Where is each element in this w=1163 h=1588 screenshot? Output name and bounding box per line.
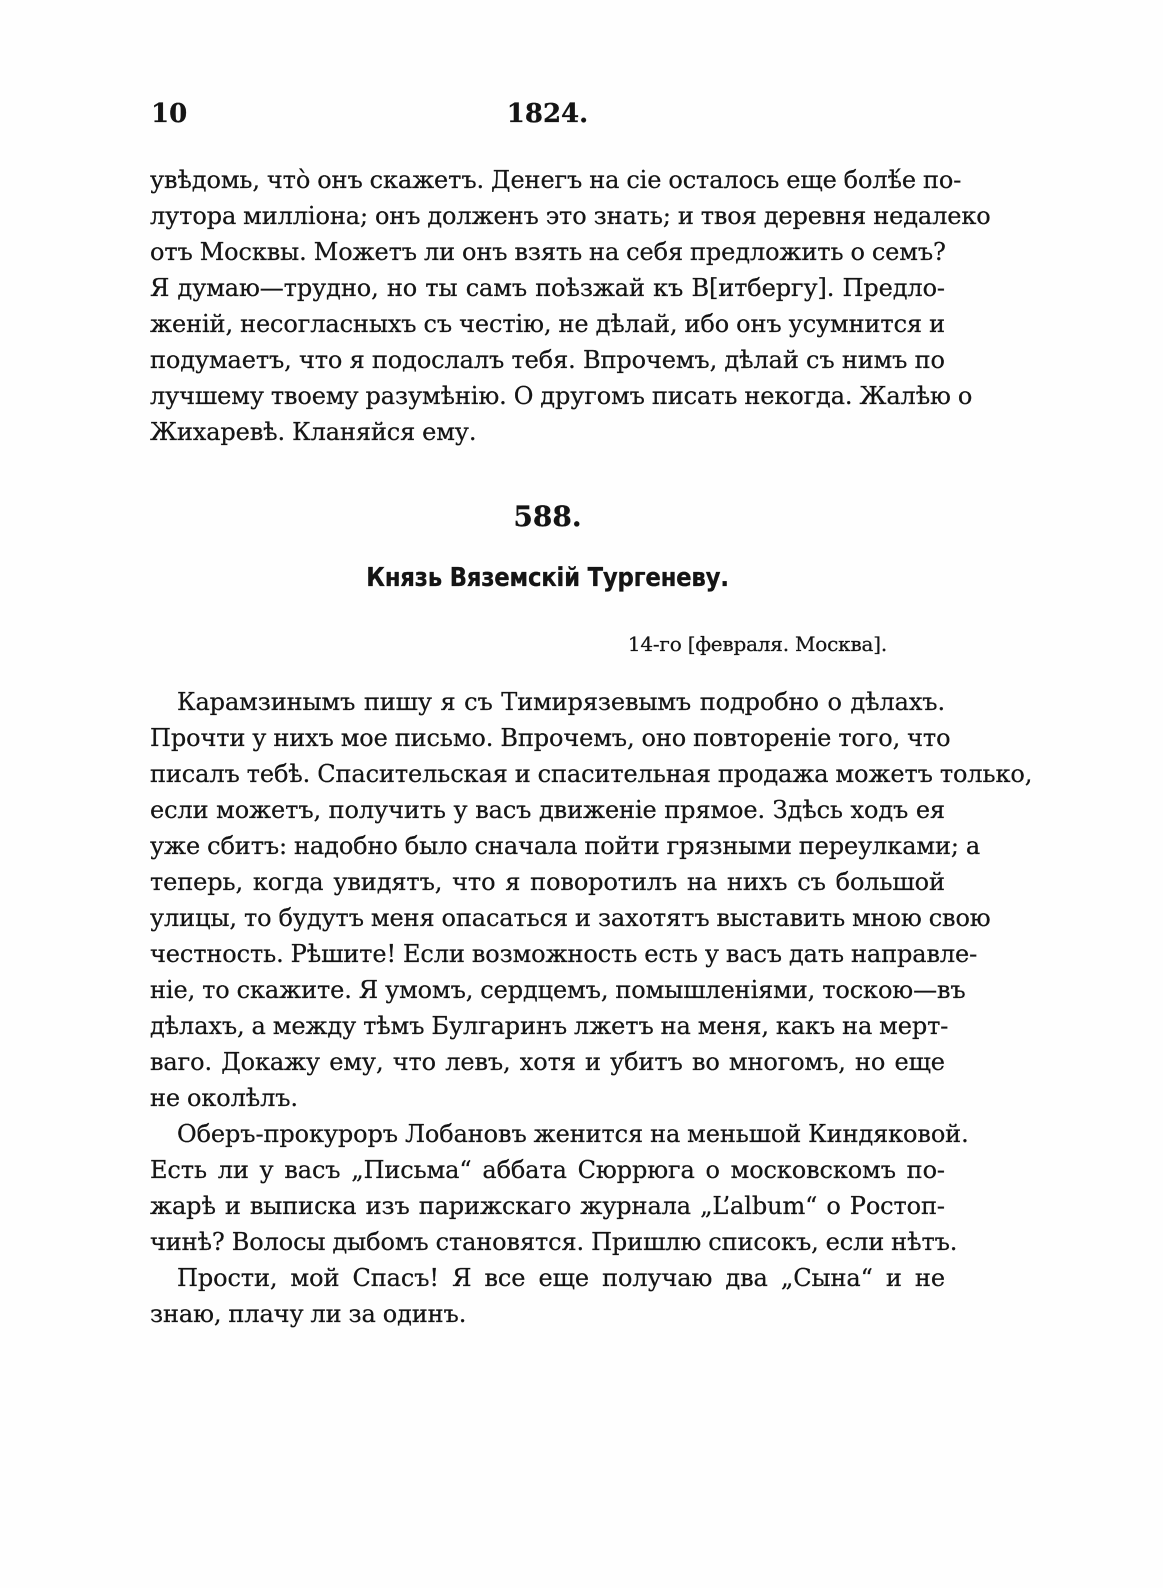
word: не [558, 310, 589, 338]
word: у [252, 724, 267, 752]
word: парижскаго [418, 1192, 572, 1220]
word: увѣдомь, [150, 166, 260, 194]
letter-587-continuation-paragraph [150, 162, 991, 450]
word: разумѣнію. [365, 382, 507, 410]
word: то [243, 904, 272, 932]
word: большой [835, 868, 945, 896]
text-line [150, 828, 981, 864]
text-line [150, 720, 951, 756]
word: Я [452, 1264, 472, 1292]
word: многомъ, [728, 1048, 846, 1076]
word: на [589, 238, 620, 266]
word: Впрочемъ, [582, 346, 718, 374]
word: васъ [475, 796, 532, 824]
text-line [150, 1296, 945, 1332]
word: несогласныхъ [240, 310, 417, 338]
word: два [725, 1264, 768, 1292]
text-line [150, 1116, 969, 1152]
word: было [404, 832, 468, 860]
word: Жалѣю [859, 382, 951, 410]
word: болѣ́е [843, 166, 916, 194]
word: околѣлъ. [187, 1084, 298, 1112]
page-number: 10 [151, 99, 188, 129]
word: онъ [736, 310, 782, 338]
word: Спасительская [317, 760, 508, 788]
text-line [150, 936, 978, 972]
word: Докажу [221, 1048, 321, 1076]
word: что [392, 1048, 436, 1076]
word: опасаться [441, 904, 569, 932]
text-line [150, 342, 945, 378]
letter-588-paragraph-1 [150, 684, 1033, 1116]
word: знать; [593, 202, 671, 230]
word: на [650, 1120, 681, 1148]
word: я [505, 868, 521, 896]
word: и [514, 760, 531, 788]
word: уже [150, 832, 201, 860]
word: недалеко [873, 202, 991, 230]
word: нѣтъ. [891, 1228, 958, 1256]
word: съ [464, 688, 493, 716]
word: мерт- [879, 1012, 949, 1040]
word: васъ [725, 940, 782, 968]
word: тебя. [511, 346, 576, 374]
word: скажите. [236, 976, 352, 1004]
word: другомъ [540, 382, 645, 410]
word: знаю, [150, 1300, 222, 1328]
word: лутора [150, 202, 237, 230]
word: некогда. [744, 382, 853, 410]
word: то [202, 976, 230, 1004]
word: но [855, 1048, 886, 1076]
word: надобно [294, 832, 398, 860]
word: на [589, 166, 620, 194]
word: тѣмъ [363, 1012, 425, 1040]
word: меня, [697, 1012, 769, 1040]
text-line [150, 1044, 945, 1080]
word: о [705, 1156, 720, 1184]
word: ему. [422, 418, 477, 446]
word: грязными [666, 832, 792, 860]
word: не [150, 1084, 180, 1112]
word: Тимирязевымъ [501, 688, 692, 716]
word: лучшему [150, 382, 264, 410]
word: между [272, 1012, 357, 1040]
word: долженъ [427, 202, 539, 230]
word: Булгаринъ [431, 1012, 568, 1040]
text-line [150, 198, 991, 234]
word: и [575, 904, 591, 932]
text-line [150, 1152, 945, 1188]
word: нимъ [841, 346, 908, 374]
word: честію, [459, 310, 552, 338]
word: продажа [717, 760, 829, 788]
word: милліона; [243, 202, 368, 230]
word: только, [939, 760, 1033, 788]
word: В[итбергу]. [691, 274, 835, 302]
word: Спасъ! [352, 1264, 439, 1292]
text-line [150, 378, 973, 414]
word: изъ [365, 1192, 410, 1220]
word: оно [641, 724, 687, 752]
word: мною [852, 904, 922, 932]
word: переулками; [798, 832, 959, 860]
text-line [150, 162, 962, 198]
word: Прости, [177, 1264, 278, 1292]
word: захотятъ [597, 904, 710, 932]
text-line [150, 270, 945, 306]
word: Пришлю [591, 1228, 702, 1256]
word: меня [370, 904, 435, 932]
word: это [545, 202, 587, 230]
word: ли [310, 1300, 342, 1328]
word: спасительная [537, 760, 711, 788]
word: ибо [684, 310, 730, 338]
word: московскомъ [730, 1156, 896, 1184]
word: по- [906, 1156, 945, 1184]
word: Я [150, 274, 170, 302]
word: направле- [851, 940, 978, 968]
text-line [150, 684, 945, 720]
word: хотя [519, 1048, 576, 1076]
word: ея [915, 796, 945, 824]
word: мое [340, 724, 388, 752]
word: выставить [716, 904, 846, 932]
word: Жихаревѣ. [150, 418, 286, 446]
word: жарѣ [150, 1192, 216, 1220]
word: у [453, 796, 468, 824]
word: а [251, 1012, 266, 1040]
word: не [914, 1264, 945, 1292]
word: будутъ [278, 904, 364, 932]
word: съ [797, 868, 826, 896]
word: женій, [150, 310, 233, 338]
word: а [965, 832, 981, 860]
word: можетъ, [216, 796, 322, 824]
word: дѣлай [724, 346, 799, 374]
word: пойти [584, 832, 660, 860]
word: усумнится [788, 310, 922, 338]
word: по [914, 346, 945, 374]
word: подробно [699, 688, 819, 716]
text-line [150, 1224, 958, 1260]
word: что̀ [266, 166, 311, 194]
word: получить [328, 796, 446, 824]
text-line [150, 792, 945, 828]
word: пишу [363, 688, 432, 716]
word: подослалъ [371, 346, 505, 374]
word: предложить [690, 238, 844, 266]
word: самъ [465, 274, 527, 302]
word: подумаетъ, [150, 346, 292, 374]
word: получаю [602, 1264, 713, 1292]
word: ніе, [150, 976, 196, 1004]
word: семъ? [871, 238, 946, 266]
word: сбитъ: [207, 832, 288, 860]
word: Карамзинымъ [177, 688, 356, 716]
word: свою [928, 904, 991, 932]
word: если [825, 1228, 885, 1256]
word: умомъ, [385, 976, 474, 1004]
word: дыбомъ [332, 1228, 429, 1256]
word: за [348, 1300, 376, 1328]
word: съ [423, 310, 453, 338]
word: становятся. [435, 1228, 585, 1256]
word: нихъ [726, 868, 788, 896]
word: списокъ, [708, 1228, 819, 1256]
word: о [827, 688, 842, 716]
text-line [150, 234, 945, 270]
word: Сюррюга [577, 1156, 695, 1184]
word: Волосы [231, 1228, 326, 1256]
word: еще [894, 1048, 945, 1076]
word: чинѣ? [150, 1228, 225, 1256]
word: и [585, 1048, 601, 1076]
word: съ [806, 346, 835, 374]
word: ходъ [850, 796, 909, 824]
word: ему, [329, 1048, 384, 1076]
word: убитъ [610, 1048, 683, 1076]
word: левъ, [445, 1048, 511, 1076]
word: но [386, 274, 418, 302]
word: онъ [317, 166, 363, 194]
word: еще [786, 166, 837, 194]
word: на [687, 868, 718, 896]
word: возможность [471, 940, 638, 968]
word: Здѣсь [772, 796, 843, 824]
word: васъ [284, 1156, 341, 1184]
word: теперь, [150, 868, 244, 896]
text-line [150, 1080, 945, 1116]
letter-588-paragraph-3 [150, 1260, 945, 1332]
word: есть [644, 940, 698, 968]
word: Кланяйся [292, 418, 416, 446]
word: Есть [150, 1156, 207, 1184]
text-line [150, 972, 966, 1008]
word: Киндяковой. [808, 1120, 969, 1148]
word: что [298, 346, 343, 374]
word: честность. [150, 940, 284, 968]
word: О [513, 382, 534, 410]
word: я [440, 688, 456, 716]
text-line [150, 900, 991, 936]
word: помышленіями, [615, 976, 816, 1004]
word: Прочти [150, 724, 246, 752]
word: твоя [700, 202, 757, 230]
word: о [826, 1192, 841, 1220]
word: дѣлай, [595, 310, 678, 338]
word: выписка [249, 1192, 357, 1220]
word: себя [626, 238, 683, 266]
letter-number-heading: 588. [513, 500, 582, 533]
word: улицы, [150, 904, 237, 932]
word: можетъ [835, 760, 933, 788]
word: „L’album“ [700, 1192, 818, 1220]
word: все [484, 1264, 526, 1292]
word: тоскою—въ [822, 976, 966, 1004]
word: сіе [626, 166, 662, 194]
text-line [150, 414, 945, 450]
text-line [150, 756, 1033, 792]
word: на [660, 1012, 691, 1040]
text-line [150, 306, 945, 342]
word: что [907, 724, 951, 752]
word: у [259, 1156, 274, 1184]
word: Рѣшите! [290, 940, 397, 968]
word: Предло- [842, 274, 945, 302]
text-line [150, 1008, 949, 1044]
letter-title: Князь Вяземскій Тургеневу. [366, 563, 729, 593]
word: женится [533, 1120, 644, 1148]
word: взять [514, 238, 583, 266]
word: плачу [228, 1300, 304, 1328]
word: у [704, 940, 719, 968]
word: повтореніе [693, 724, 832, 752]
word: если [150, 796, 209, 824]
word: движеніе [538, 796, 657, 824]
word: о [850, 238, 865, 266]
word: деревня [763, 202, 867, 230]
word: и [677, 202, 694, 230]
word: по- [923, 166, 962, 194]
word: того, [838, 724, 901, 752]
word: сердцемъ, [480, 976, 609, 1004]
word: Если [403, 940, 465, 968]
word: Денегъ [491, 166, 583, 194]
word: дѣлахъ, [150, 1012, 245, 1040]
word: аббата [482, 1156, 567, 1184]
word: Оберъ-прокуроръ [177, 1120, 398, 1148]
word: Москвы. [199, 238, 307, 266]
word: Впрочемъ, [500, 724, 635, 752]
word: „Письма“ [351, 1156, 472, 1184]
text-line [150, 1188, 945, 1224]
word: Я [358, 976, 379, 1004]
word: „Сына“ [780, 1264, 873, 1292]
text-line [150, 864, 945, 900]
word: Лобановъ [404, 1120, 527, 1148]
word: письмо. [394, 724, 494, 752]
word: Можетъ [313, 238, 417, 266]
word: когда [252, 868, 324, 896]
word: прямое. [664, 796, 766, 824]
word: и [885, 1264, 902, 1292]
word: увидятъ, [333, 868, 443, 896]
word: и [224, 1192, 241, 1220]
word: писалъ [150, 760, 240, 788]
word: журнала [580, 1192, 692, 1220]
word: къ [653, 274, 684, 302]
letter-588-paragraph-2 [150, 1116, 969, 1260]
word: на [842, 1012, 873, 1040]
running-head-year: 1824. [506, 99, 589, 129]
word: ли [423, 238, 456, 266]
word: тебѣ. [246, 760, 311, 788]
word: во [691, 1048, 720, 1076]
letter-dateline: 14-го [февраля. Москва]. [627, 632, 887, 656]
word: думаю—трудно, [177, 274, 379, 302]
word: какъ [775, 1012, 836, 1040]
word: дать [788, 940, 845, 968]
word: отъ [150, 238, 193, 266]
word: поѣзжай [535, 274, 645, 302]
word: сначала [474, 832, 578, 860]
word: что [452, 868, 496, 896]
word: ты [425, 274, 458, 302]
word: я [349, 346, 365, 374]
word: меньшой [687, 1120, 802, 1148]
word: лжетъ [574, 1012, 654, 1040]
word: еще [538, 1264, 589, 1292]
word: скажетъ. [369, 166, 485, 194]
word: о [957, 382, 973, 410]
word: ли [217, 1156, 249, 1184]
word: дѣлахъ. [850, 688, 945, 716]
word: одинъ. [382, 1300, 467, 1328]
word: мой [290, 1264, 340, 1292]
word: и [929, 310, 945, 338]
text-line [150, 1260, 945, 1296]
word: Ростоп- [849, 1192, 945, 1220]
word: поворотилъ [530, 868, 678, 896]
word: онъ [462, 238, 508, 266]
word: осталось [668, 166, 780, 194]
word: твоему [270, 382, 359, 410]
word: нихъ [273, 724, 334, 752]
word: онъ [374, 202, 421, 230]
word: ваго. [150, 1048, 212, 1076]
word: писать [651, 382, 738, 410]
